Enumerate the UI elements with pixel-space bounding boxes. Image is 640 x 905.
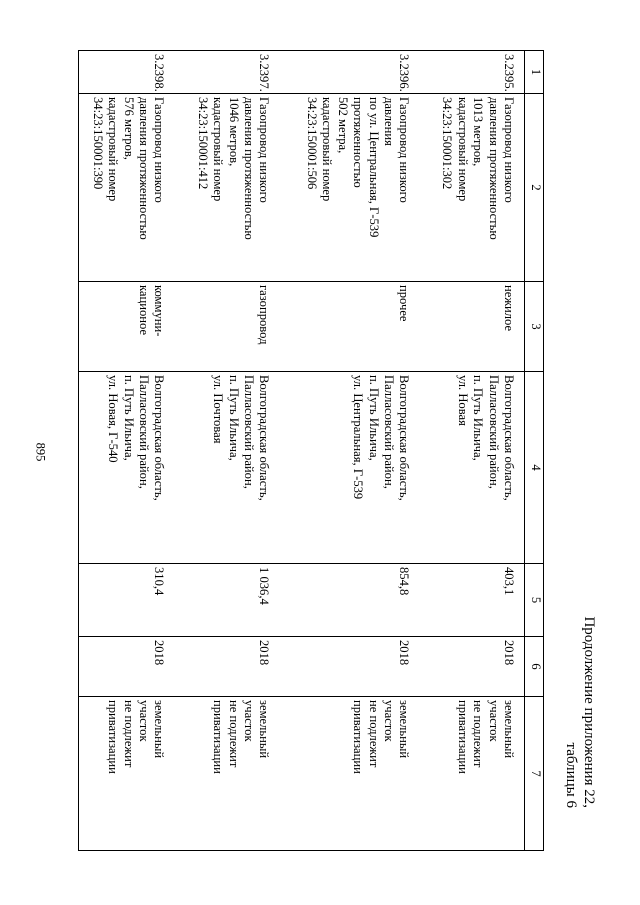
object-value: 854,8 — [280, 564, 420, 637]
object-note: земельный участок не подлежит приватизации — [280, 697, 420, 851]
row-number: 3.2397. — [175, 51, 280, 94]
object-year: 2018 — [280, 637, 420, 697]
table-row — [280, 51, 420, 851]
object-type: коммуни- кационое — [79, 282, 175, 372]
row-number: 3.2398. — [79, 51, 175, 94]
row-number: 3.2396. — [280, 51, 420, 94]
page-number: 895 — [33, 442, 48, 462]
row-number: 3.2395. — [420, 51, 525, 94]
col-header-2: 2 — [525, 94, 544, 282]
col-header-4: 4 — [525, 372, 544, 564]
col-header-6: 6 — [525, 637, 544, 697]
object-type: нежилое — [420, 282, 525, 372]
col-header-5: 5 — [525, 564, 544, 637]
col-header-7: 7 — [525, 697, 544, 851]
col-header-1: 1 — [525, 51, 544, 94]
table-row — [175, 51, 280, 851]
object-address: Волгоградская область, Палласовский район, п. Путь Ильича, ул. Центральная, Г-539 — [280, 372, 420, 564]
heading-line-1: Продолжение приложения 22, — [581, 616, 597, 808]
property-table — [78, 50, 544, 851]
object-address: Волгоградская область, Палласовский район, п. Путь Ильича, ул. Почтовая — [175, 372, 280, 564]
object-note: земельный участок не подлежит приватизации — [420, 697, 525, 851]
object-name: Газопровод низкого давления протяженностью 576 метров, кадастровый номер 34:23:150001:390 — [79, 94, 175, 282]
object-type: прочее — [280, 282, 420, 372]
object-address: Волгоградская область, Палласовский район, п. Путь Ильича, ул. Новая, Г-540 — [79, 372, 175, 564]
rotated-document — [80, 50, 600, 850]
col-header-3: 3 — [525, 282, 544, 372]
table-row — [79, 51, 175, 851]
object-address: Волгоградская область, Палласовский район, п. Путь Ильича, ул. Новая — [420, 372, 525, 564]
table-row — [420, 51, 525, 851]
object-note: земельный участок не подлежит приватизации — [175, 697, 280, 851]
object-year: 2018 — [175, 637, 280, 697]
object-year: 2018 — [420, 637, 525, 697]
object-name: Газопровод низкого давления протяженностью 1046 метров, кадастровый номер 34:23:150001:412 — [175, 94, 280, 282]
object-note: земельный участок не подлежит приватизации — [79, 697, 175, 851]
object-name: Газопровод низкого давления по ул. Центральная, Г-539 протяженностью 502 метра, кадастровый номер 34:23:150001:506 — [280, 94, 420, 282]
continuation-heading — [562, 478, 598, 808]
object-value: 1 036,4 — [175, 564, 280, 637]
heading-line-2: таблицы 6 — [563, 742, 579, 808]
object-year: 2018 — [79, 637, 175, 697]
column-number-row — [525, 51, 544, 851]
object-name: Газопровод низкого давления протяженностью 1013 метров, кадастровый номер 34:23:150001:302 — [420, 94, 525, 282]
object-value: 310,4 — [79, 564, 175, 637]
object-value: 403,1 — [420, 564, 525, 637]
object-type: газопровод — [175, 282, 280, 372]
